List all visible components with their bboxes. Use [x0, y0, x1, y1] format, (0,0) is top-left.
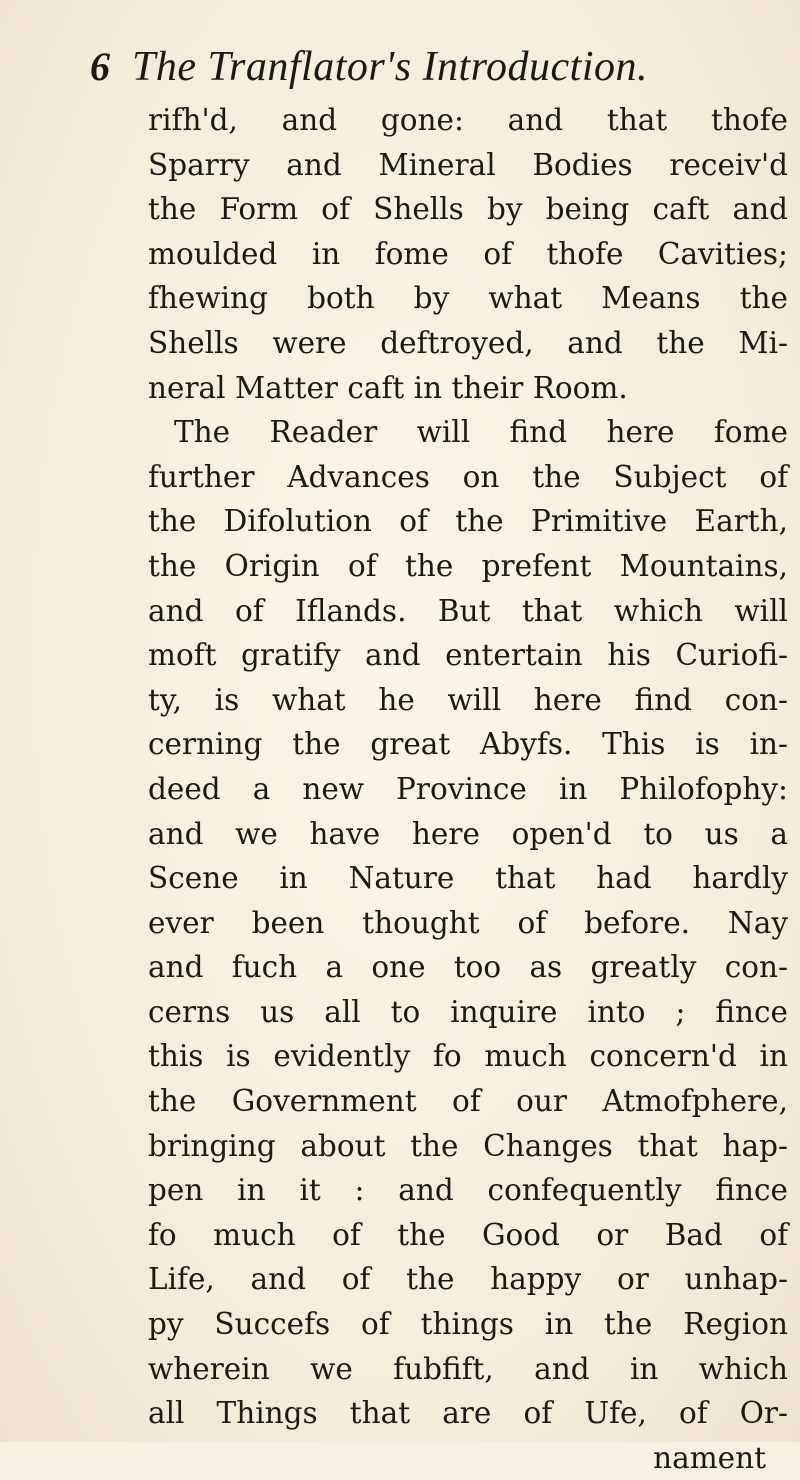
- text-line: this is evidently fo much concern'd in: [148, 1039, 788, 1074]
- text-line: moulded in fome of thofe Cavities;: [148, 236, 788, 271]
- text-line: rifh'd, and gone: and that thofe: [148, 103, 788, 137]
- text-line: cerns us all to inquire into ; fince: [148, 994, 788, 1029]
- running-head: The Tranflator's Introduction.: [132, 44, 648, 90]
- catchword: nament: [653, 1440, 766, 1475]
- text-line: ty, is what he will here find con-: [148, 682, 788, 717]
- text-line: Shells were deftroyed, and the Mi-: [148, 325, 788, 360]
- text-line: moft gratify and entertain his Curiofi-: [148, 638, 788, 673]
- text-line: fhewing both by what Means the: [148, 281, 788, 316]
- text-line: fo much of the Good or Bad of: [148, 1217, 788, 1252]
- text-line: wherein we fubfift, and in which: [148, 1351, 788, 1386]
- text-line: the Difolution of the Primitive Earth,: [148, 504, 788, 539]
- text-line: Life, and of the happy or unhap-: [148, 1262, 788, 1297]
- text-line: cerning the great Abyfs. This is in-: [148, 727, 788, 762]
- text-line: py Succefs of things in the Region: [148, 1307, 788, 1342]
- text-line: the Government of our Atmofphere,: [148, 1084, 788, 1119]
- page-number: 6: [90, 44, 110, 89]
- text-line: neral Matter caft in their Room.: [148, 370, 628, 405]
- text-line: and of Iflands. But that which will: [148, 593, 788, 628]
- text-line: The Reader will find here fome: [174, 415, 788, 450]
- page-header: [90, 42, 790, 92]
- body-text: [148, 98, 788, 1480]
- text-line: further Advances on the Subject of: [148, 459, 788, 494]
- text-line: pen in it : and confequently fince: [148, 1173, 788, 1208]
- text-line: and fuch a one too as greatly con-: [148, 950, 788, 985]
- text-line: Scene in Nature that had hardly: [148, 861, 788, 896]
- text-line: all Things that are of Ufe, of Or-: [148, 1396, 788, 1431]
- text-line: the Origin of the prefent Mountains,: [148, 548, 788, 583]
- text-line: deed a new Province in Philofophy:: [148, 771, 788, 806]
- text-line: the Form of Shells by being caft and: [148, 192, 788, 227]
- text-line: and we have here open'd to us a: [148, 816, 788, 851]
- text-line: ever been thought of before. Nay: [148, 905, 788, 940]
- text-line: bringing about the Changes that hap-: [148, 1128, 788, 1163]
- text-line: Sparry and Mineral Bodies receiv'd: [148, 147, 788, 182]
